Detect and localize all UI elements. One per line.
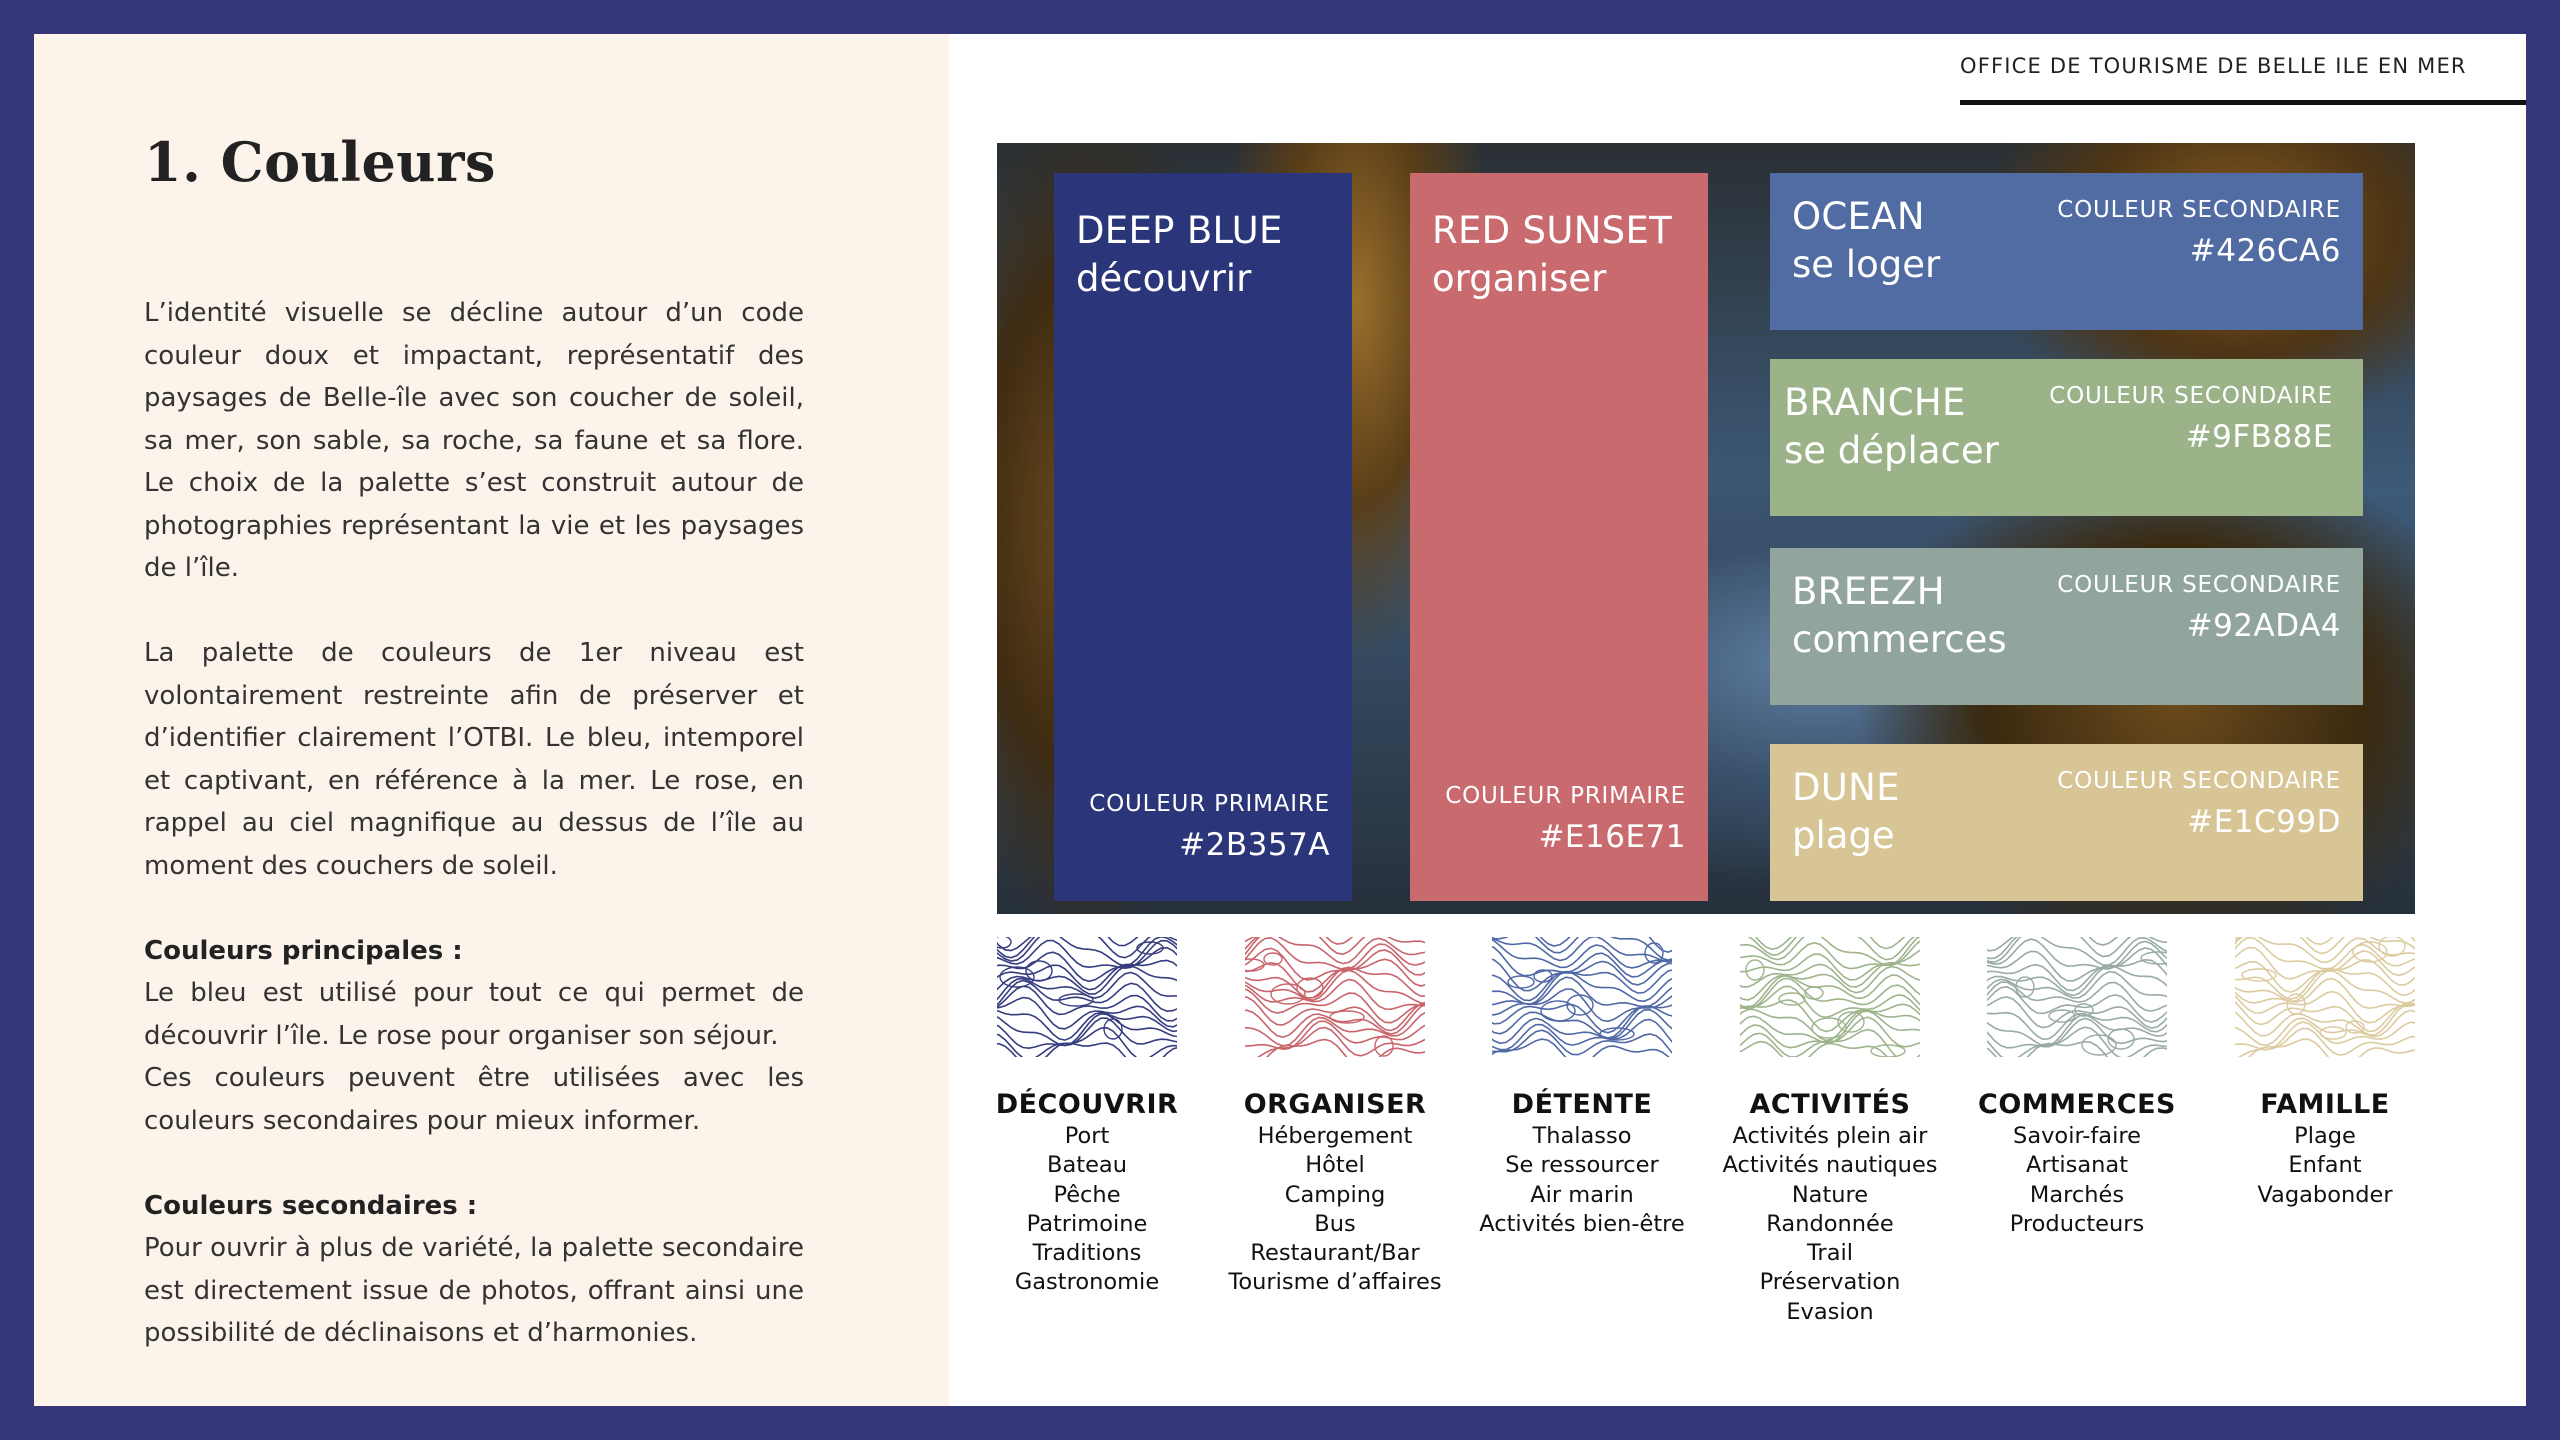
swatch-name: BRANCHE (1784, 381, 1966, 424)
category-item: Evasion (1786, 1298, 1874, 1325)
swatch-usage: se déplacer (1784, 429, 1999, 472)
pattern-tile-commerces (1987, 937, 2167, 1057)
description-text (144, 292, 804, 1355)
pattern-line (1740, 975, 1920, 1007)
category-item: Se ressourcer (1505, 1152, 1659, 1179)
category-organiser (1225, 1088, 1445, 1298)
category-commerces (1967, 1088, 2187, 1239)
category-item: Marchés (2029, 1181, 2125, 1208)
organization-label: OFFICE DE TOURISME DE BELLE ILE EN MER (1960, 54, 2467, 78)
swatch-name: DUNE (1792, 766, 1900, 809)
swatch-deep-blue (1054, 173, 1352, 901)
swatch-hex: #E1C99D (2187, 804, 2341, 840)
category-heading: ORGANISER (1243, 1089, 1427, 1120)
category-item: Préservation (1759, 1269, 1901, 1296)
pattern-loop (1779, 993, 1805, 1005)
heading-secondary-colors: Couleurs secondaires : (144, 1190, 478, 1221)
swatch-hex: #92ADA4 (2186, 608, 2341, 644)
swatch-usage: commerces (1792, 618, 2007, 661)
pattern-loop (2379, 937, 2405, 956)
pattern-tile-famille (2235, 937, 2415, 1057)
pattern-line (1492, 1030, 1672, 1057)
pattern-tile-activites (1740, 937, 1920, 1057)
pattern-line (1492, 989, 1672, 1021)
page-title: 1. Couleurs (144, 130, 496, 194)
category-item: Camping (1284, 1181, 1386, 1208)
category-item: Plage (2294, 1123, 2356, 1149)
swatch-hex: #2B357A (1179, 827, 1330, 863)
swatch-type: COULEUR SECONDAIRE (2057, 197, 2341, 223)
pattern-line (1740, 1042, 1920, 1057)
paragraph-intro: L’identité visuelle se décline autour d’un code couleur doux et impactant, représentatif des paysages de Belle-île avec son coucher de soleil, sa mer, son sable, sa roche, sa faune et sa flore. Le choix de la palette s’est construit autour de photographies représentant la vie et les paysages de l’île. (144, 298, 804, 583)
swatch-name: BREEZH (1792, 570, 1945, 613)
swatch-usage: organiser (1432, 257, 1607, 300)
category-item: Traditions (1032, 1240, 1142, 1267)
pattern-line (997, 998, 1177, 1029)
category-activites (1720, 1088, 1940, 1327)
category-item: Gastronomie (1014, 1269, 1160, 1296)
swatch-red-sunset (1410, 173, 1708, 901)
coast-photo (997, 143, 2415, 914)
swatch-hex: #E16E71 (1538, 819, 1686, 855)
category-heading: FAMILLE (2260, 1089, 2390, 1120)
category-decouvrir (977, 1088, 1197, 1298)
category-item: Activités plein air (1732, 1123, 1928, 1149)
category-item: Artisanat (2025, 1152, 2129, 1179)
pattern-line (1740, 938, 1920, 969)
swatch-breezh (1770, 548, 2363, 705)
swatch-type: COULEUR PRIMAIRE (1445, 783, 1686, 809)
swatch-name: DEEP BLUE (1076, 209, 1283, 252)
category-heading: ACTIVITÉS (1749, 1089, 1911, 1120)
swatch-ocean (1770, 173, 2363, 330)
category-item: Producteurs (2009, 1210, 2145, 1237)
pattern-line (997, 1043, 1177, 1057)
paragraph-primary-usage: Le bleu est utilisé pour tout ce qui permet de découvrir l’île. Le rose pour organiser son séjour. (144, 978, 804, 1051)
slide-frame (34, 34, 2526, 1406)
pattern-line (1245, 989, 1425, 1023)
category-item: Activités bien-être (1479, 1210, 1685, 1237)
pattern-line (997, 1018, 1177, 1048)
category-famille (2215, 1088, 2435, 1210)
category-item: Bus (1314, 1210, 1356, 1237)
category-item: Patrimoine (1026, 1210, 1148, 1237)
category-detente (1472, 1088, 1692, 1239)
paragraph-primary-combo: Ces couleurs peuvent être utilisées avec les couleurs secondaires pour mieux informer. (144, 1063, 804, 1136)
category-item: Pêche (1053, 1181, 1121, 1208)
swatch-dune (1770, 744, 2363, 901)
swatch-hex: #426CA6 (2189, 233, 2341, 269)
swatch-type: COULEUR SECONDAIRE (2057, 572, 2341, 598)
paragraph-secondary: Pour ouvrir à plus de variété, la palette secondaire est directement issue de photos, offrant ainsi une possibilité de déclinaisons et d’harmonies. (144, 1233, 804, 1348)
pattern-tile-decouvrir (997, 937, 1177, 1057)
swatch-type: COULEUR PRIMAIRE (1089, 791, 1330, 817)
swatch-usage: plage (1792, 814, 1895, 857)
category-item: Hôtel (1305, 1152, 1365, 1179)
category-item: Tourisme d’affaires (1228, 1269, 1442, 1296)
left-panel (34, 34, 949, 1406)
swatch-type: COULEUR SECONDAIRE (2049, 383, 2333, 409)
pattern-loop (1746, 960, 1764, 980)
pattern-loop (1508, 976, 1534, 988)
category-item: Bateau (1047, 1152, 1127, 1179)
swatch-branche (1770, 359, 2363, 516)
pattern-line (2235, 960, 2415, 992)
pattern-tile-detente (1492, 937, 1672, 1057)
category-item: Hébergement (1257, 1123, 1413, 1149)
swatch-usage: se loger (1792, 243, 1941, 286)
heading-primary-colors: Couleurs principales : (144, 935, 463, 966)
swatch-name: OCEAN (1792, 195, 1925, 238)
pattern-line (2235, 997, 2415, 1031)
category-item: Savoir-faire (2013, 1123, 2141, 1149)
category-item: Vagabonder (2257, 1181, 2393, 1208)
swatch-type: COULEUR SECONDAIRE (2057, 768, 2341, 794)
pattern-line (1245, 980, 1425, 1010)
category-item: Air marin (1530, 1181, 1634, 1208)
category-heading: DÉCOUVRIR (995, 1089, 1179, 1120)
header-rule (1960, 100, 2526, 105)
swatch-hex: #9FB88E (2185, 419, 2333, 455)
category-heading: DÉTENTE (1511, 1089, 1653, 1120)
category-item: Trail (1807, 1240, 1853, 1267)
category-heading: COMMERCES (1978, 1089, 2176, 1120)
category-item: Port (1064, 1123, 1110, 1149)
category-item: Enfant (2288, 1152, 2362, 1179)
category-item: Restaurant/Bar (1250, 1240, 1420, 1267)
paragraph-palette: La palette de couleurs de 1er niveau est volontairement restreinte afin de préserver et d’identifier clairement l’OTBI. Le bleu, intemporel et captivant, en référence à la mer. Le rose, en rappel au ciel magnifique au dessus de l’île au moment des couchers de soleil. (144, 638, 804, 881)
category-item: Thalasso (1532, 1123, 1632, 1149)
pattern-tile-organiser (1245, 937, 1425, 1057)
category-item: Activités nautiques (1722, 1152, 1938, 1179)
pattern-line (1492, 1003, 1672, 1033)
category-item: Randonnée (1766, 1210, 1894, 1237)
swatch-usage: découvrir (1076, 257, 1252, 300)
pattern-line (1245, 1040, 1425, 1058)
category-item: Nature (1791, 1181, 1869, 1208)
swatch-name: RED SUNSET (1432, 209, 1673, 252)
pattern-line (997, 986, 1177, 1021)
pattern-line (1987, 937, 2167, 959)
pattern-line (2235, 937, 2415, 955)
pattern-row (997, 937, 2415, 1057)
pattern-line (2235, 1039, 2415, 1057)
